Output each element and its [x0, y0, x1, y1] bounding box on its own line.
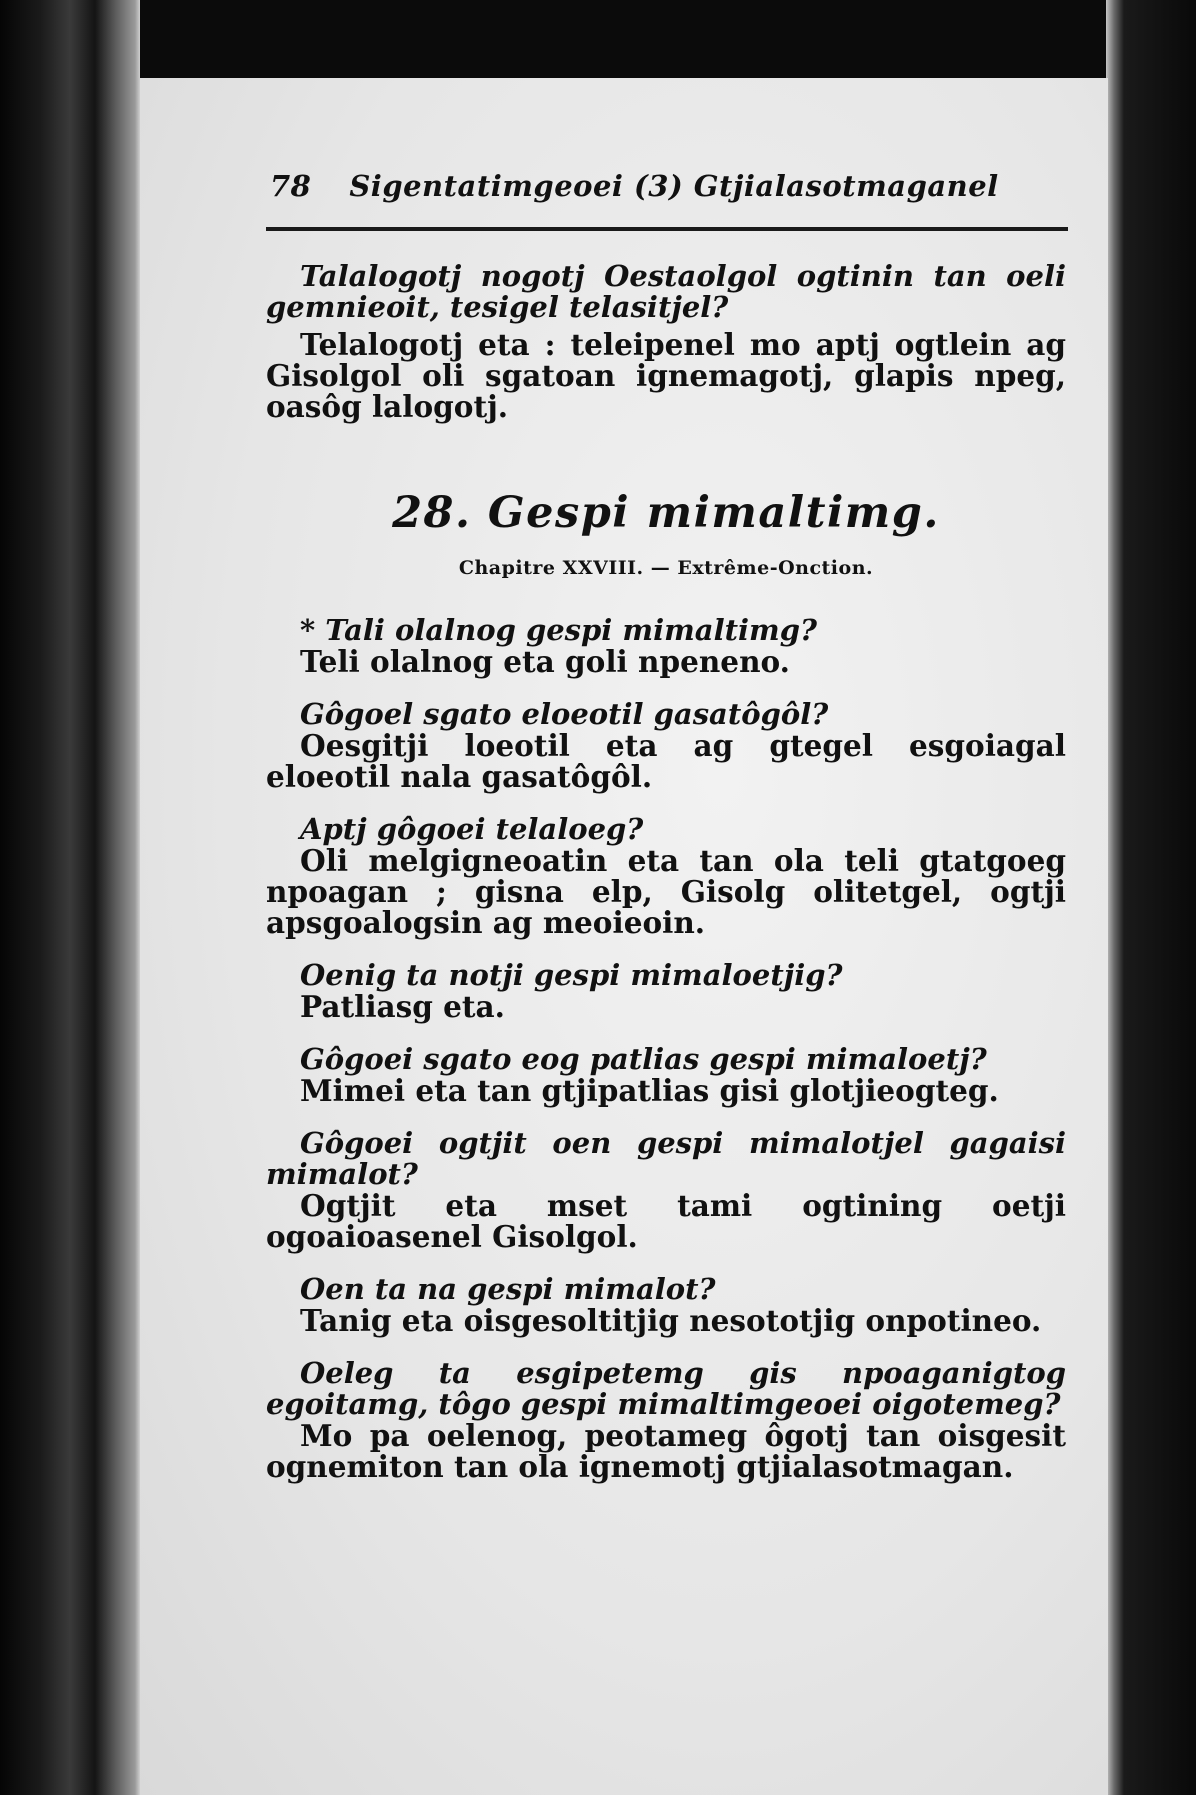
book-page: [140, 78, 1108, 1795]
page-number: 78: [270, 169, 312, 203]
qa-item: [266, 1274, 1066, 1336]
running-header: [266, 169, 1066, 203]
answer: Mimei eta tan gtjipatlias gisi glotjieogteg.: [300, 1073, 999, 1108]
answer: Oesgitji loeotil eta ag gtegel esgoiagal eloeotil nala gasatôgôl.: [266, 728, 1066, 794]
answer: Ogtjit eta mset tami ogtining oetji ogoaioasenel Gisolgol.: [266, 1188, 1066, 1254]
question: Gôgoei sgato eog patlias gespi mimaloetj?: [300, 1042, 987, 1076]
qa-item: [266, 814, 1066, 938]
question: Oeleg ta esgipetemg gis npoaganigtog egoitamg, tôgo gespi mimaltimgeoei oigotemeg?: [266, 1356, 1066, 1421]
question: Oen ta na gespi mimalot?: [300, 1272, 716, 1306]
answer: Oli melgigneoatin eta tan ola teli gtatgoeg npoagan ; gisna elp, Gisolg olitetgel, ogtji apsgoalogsin ag meoieoin.: [266, 843, 1066, 940]
book-spine-shadow: [0, 0, 140, 1795]
qa-item: [266, 1128, 1066, 1252]
qa-item: [266, 960, 1066, 1022]
page-edge-shadow: [1106, 0, 1196, 1795]
page-content: [266, 169, 1066, 1484]
intro-answer: Telalogotj eta : teleipenel mo aptj ogtlein ag Gisolgol oli sgatoan ignemagotj, glapis npeg, oasôg lalogotj.: [266, 327, 1066, 424]
qa-item: [266, 1044, 1066, 1106]
question: Gôgoel sgato eloeotil gasatôgôl?: [300, 697, 829, 731]
question: Aptj gôgoei telaloeg?: [300, 812, 644, 846]
answer: Mo pa oelenog, peotameg ôgotj tan oisgesit ognemiton tan ola ignemotj gtjialasotmagan.: [266, 1418, 1066, 1484]
question: Oenig ta notji gespi mimaloetjig?: [300, 958, 843, 992]
chapter-heading: [266, 488, 1066, 579]
answer: Teli olalnog eta goli npeneno.: [300, 644, 790, 679]
intro-section: [266, 261, 1066, 422]
header-rule: [266, 227, 1068, 231]
chapter-title: 28. Gespi mimaltimg.: [392, 488, 940, 538]
qa-item: [266, 1358, 1066, 1482]
answer: Patliasg eta.: [300, 989, 505, 1024]
running-title: Sigentatimgeoei (3) Gtjialasotmaganel: [349, 169, 999, 203]
question: Gôgoei ogtjit oen gespi mimalotjel gagaisi mimalot?: [266, 1126, 1066, 1191]
chapter-subtitle: Chapitre XXVIII. — Extrême-Onction.: [458, 557, 874, 579]
qa-item: [266, 699, 1066, 792]
qa-list: [266, 615, 1066, 1482]
intro-question: Talalogotj nogotj Oestaolgol ogtinin tan oeli gemnieoit, tesigel telasitjel?: [266, 259, 1066, 324]
answer: Tanig eta oisgesoltitjig nesototjig onpotineo.: [300, 1303, 1042, 1338]
question: * Tali olalnog gespi mimaltimg?: [300, 613, 817, 647]
qa-item: [266, 615, 1066, 677]
